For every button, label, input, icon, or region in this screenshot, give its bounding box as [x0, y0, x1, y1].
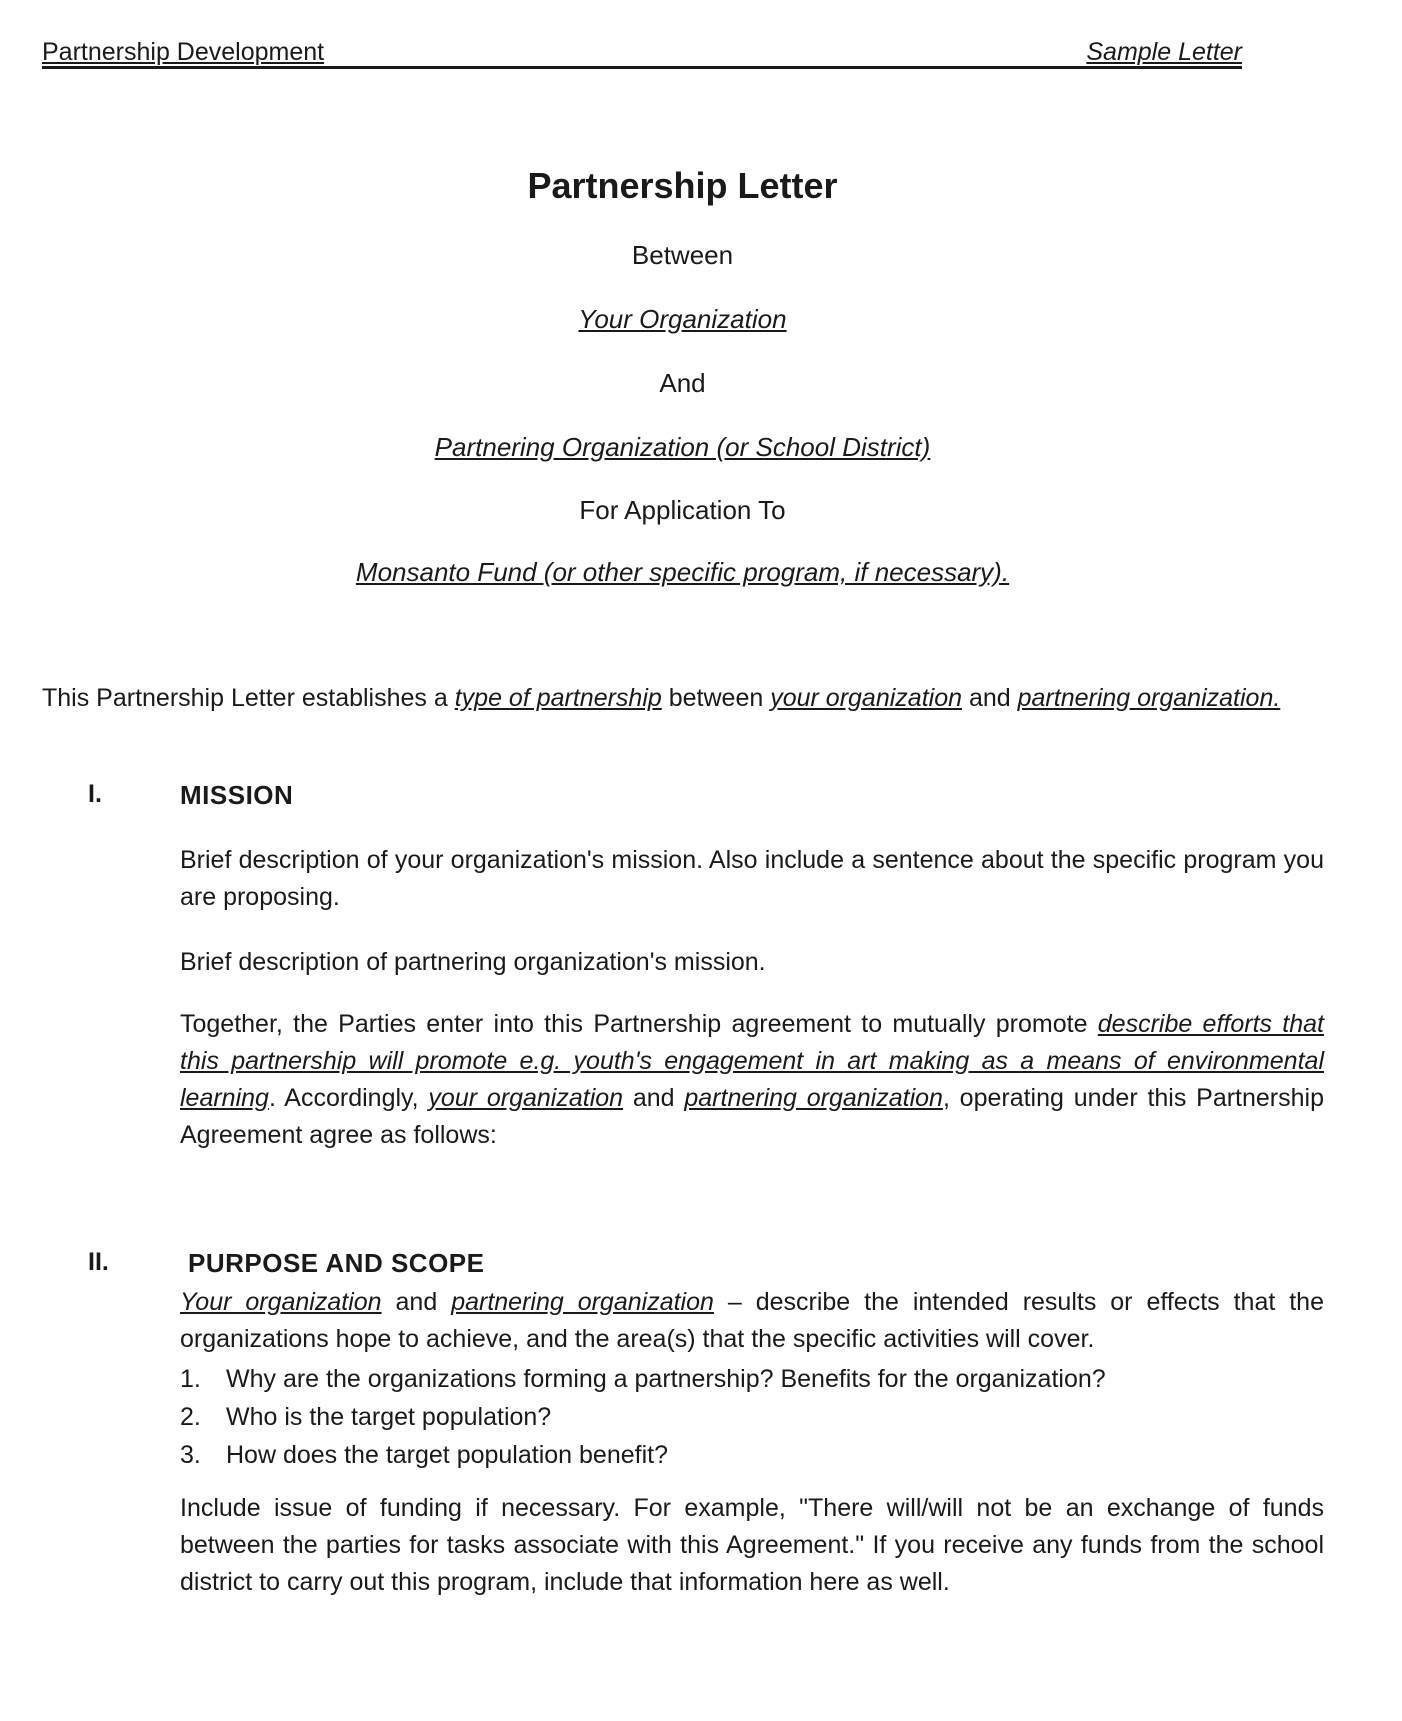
- list-item: [180, 1398, 1324, 1436]
- p3-field-describe: describe efforts that this partnership will promote e.g. youth's engagement in art making as a means of environmental learning: [180, 1010, 1324, 1112]
- intro-text-2: between: [661, 684, 771, 712]
- document-title: Partnership Letter: [527, 165, 838, 206]
- mission-paragraph-2: Brief description of partnering organization's mission.: [180, 948, 766, 976]
- scope-field-your-org: Your organization: [180, 1288, 382, 1316]
- and-label: And: [659, 368, 706, 398]
- intro-text-1: This Partnership Letter establishes a: [42, 684, 455, 712]
- scope-text-2: – describe the intended results or effects that the organizations hope to achieve, and the area(s) that the specific activities will cover.: [180, 1288, 1324, 1353]
- intro-field-your-org: your organization: [770, 684, 963, 712]
- p3-text-4: , operating under this Partnership Agreement agree as follows:: [180, 1084, 1324, 1149]
- intro-field-partner-org: partnering organization.: [1017, 684, 1281, 712]
- funding-paragraph: Include issue of funding if necessary. For example, "There will/will not be an exchange of funds between the parties for tasks associate with this Agreement." If you receive any funds from the school district to carry out this program, include that information here as well.: [180, 1494, 1324, 1596]
- org1-line: [0, 304, 1365, 335]
- list-item-number: 2.: [180, 1403, 201, 1431]
- mission-paragraph-3: [180, 1006, 1324, 1154]
- running-header: [42, 36, 1242, 69]
- p3-field-partner-org: partnering organization: [684, 1084, 943, 1112]
- list-item-number: 1.: [180, 1365, 201, 1393]
- scope-paragraph-1: [180, 1284, 1324, 1358]
- p3-text-3: and: [623, 1084, 685, 1112]
- p3-text-2: . Accordingly,: [268, 1084, 429, 1112]
- org2-line: [0, 432, 1365, 463]
- scope-text-1: and: [381, 1288, 452, 1316]
- section-2-number: II.: [88, 1248, 109, 1276]
- p3-field-your-org: your organization: [428, 1084, 624, 1112]
- intro-text-3: and: [962, 684, 1018, 712]
- fund-text: Monsanto Fund (or other specific program, if necessary).: [355, 557, 1010, 587]
- list-item-number: 3.: [180, 1441, 201, 1469]
- list-item: [180, 1436, 1324, 1474]
- list-item: [180, 1360, 1324, 1398]
- scope-question-list: [180, 1360, 1324, 1474]
- mission-paragraph-1: Brief description of your organization's mission. Also include a sentence about the specific program you are proposing.: [180, 846, 1324, 911]
- section-2-title: PURPOSE AND SCOPE: [188, 1248, 485, 1278]
- p3-text-1: Together, the Parties enter into this Partnership agreement to mutually promote: [180, 1010, 1098, 1038]
- section-1-title: MISSION: [180, 780, 294, 810]
- header-left: Partnership Development: [42, 38, 325, 66]
- between-label: Between: [631, 240, 734, 270]
- fund-line: [0, 557, 1365, 588]
- header-right: Sample Letter: [1086, 38, 1242, 66]
- for-application-label: For Application To: [579, 495, 786, 525]
- intro-paragraph: [42, 680, 1324, 717]
- section-1-number: I.: [88, 780, 102, 808]
- list-item-text: How does the target population benefit?: [226, 1441, 668, 1469]
- org2-text: Partnering Organization (or School District): [434, 432, 931, 462]
- intro-field-type: type of partnership: [454, 684, 662, 712]
- list-item-text: Who is the target population?: [226, 1403, 552, 1431]
- scope-field-partner-org: partnering organization: [451, 1288, 714, 1316]
- list-item-text: Why are the organizations forming a partnership? Benefits for the organization?: [226, 1365, 1106, 1393]
- org1-text: Your Organization: [578, 304, 787, 334]
